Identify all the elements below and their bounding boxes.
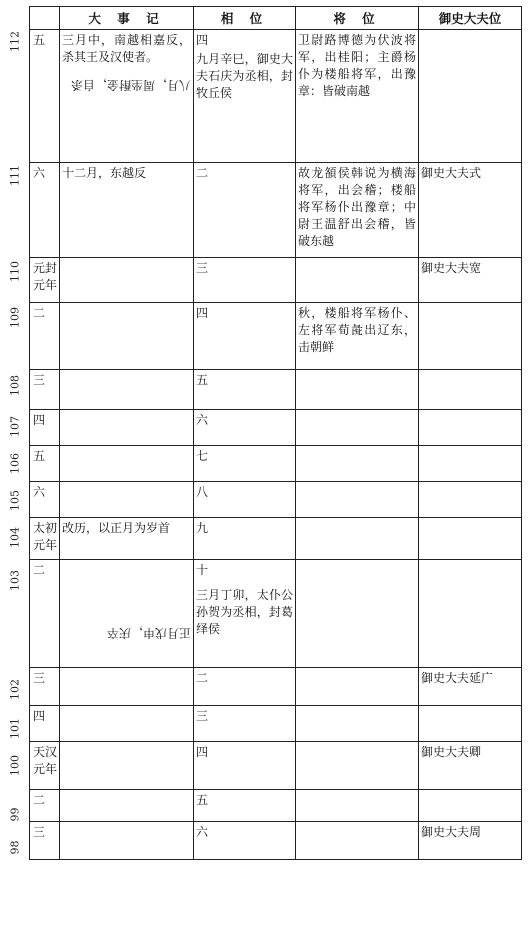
table-row [30,163,522,258]
events-cell [60,518,194,560]
chancellor-cell [194,706,296,742]
chancellor-count: 二 [196,671,209,685]
chancellor-count: 六 [196,825,209,839]
event-text: 十二月，东越反 [62,166,147,180]
table-row [30,822,522,860]
chancellor-cell [194,410,296,446]
censor-cell: 御史大夫延广 [419,668,522,706]
bc-year-label: 104 [8,527,22,548]
table-row [30,370,522,410]
chancellor-count: 八 [196,485,209,499]
chancellor-cell [194,822,296,860]
censor-cell [419,303,522,370]
year-cell: 四 [30,706,60,742]
events-cell [60,560,194,668]
bc-year-margin [0,0,29,928]
generals-cell [296,822,419,860]
year-cell: 四 [30,410,60,446]
bc-year-label: 102 [8,679,22,700]
chancellor-cell [194,560,296,668]
bc-year-label: 98 [8,840,22,855]
events-cell [60,446,194,482]
chancellor-count: 六 [196,413,209,427]
table-row [30,560,522,668]
bc-year-label: 106 [8,453,22,474]
year-cell: 二 [30,560,60,668]
header-generals: 将 位 [296,7,419,30]
table-row [30,706,522,742]
events-cell [60,790,194,822]
censor-cell [419,30,522,163]
chancellor-count: 三 [196,709,209,723]
censor-cell: 御史大夫宽 [419,258,522,303]
generals-cell: 卫尉路博德为伏波将军，出桂阳；主爵杨仆为楼船将军，出豫章：皆破南越 [296,30,419,163]
chancellor-cell [194,742,296,790]
year-cell: 二 [30,303,60,370]
generals-cell: 故龙頟侯韩说为横海将军，出会稽；楼船将军杨仆出豫章；中尉王温舒出会稽，皆破东越 [296,163,419,258]
censor-cell [419,790,522,822]
header-row [30,7,522,30]
header-censor: 御史大夫位 [419,7,522,30]
chancellor-count: 四 [196,745,209,759]
header-events: 大 事 记 [60,7,194,30]
generals-cell [296,742,419,790]
generals-cell: 秋，楼船将军杨仆、左将军荀彘出辽东，击朝鲜 [296,303,419,370]
generals-cell [296,518,419,560]
events-cell [60,410,194,446]
table-row [30,446,522,482]
chancellor-count: 九 [196,521,209,535]
censor-cell [419,518,522,560]
table-row [30,258,522,303]
chancellor-count: 四 [196,306,209,320]
table-row [30,482,522,518]
generals-cell [296,410,419,446]
header-chancellor: 相 位 [194,7,296,30]
events-cell [60,163,194,258]
chancellor-count: 五 [196,793,209,807]
bc-year-label: 101 [8,718,22,739]
table-row [30,790,522,822]
year-cell: 五 [30,446,60,482]
generals-cell [296,258,419,303]
year-cell: 天汉元年 [30,742,60,790]
bc-year-label: 112 [8,31,22,52]
inverted-note: 八月，周坐酎金，自杀 [70,78,191,92]
chancellor-note: 九月辛巳，御史大夫石庆为丞相，封牧丘侯 [196,52,293,100]
chancellor-count: 三 [196,261,209,275]
chancellor-cell [194,482,296,518]
header-year [30,7,60,30]
events-cell [60,822,194,860]
bc-year-label: 108 [8,375,22,396]
generals-cell [296,668,419,706]
year-cell: 元封元年 [30,258,60,303]
bc-year-label: 100 [8,755,22,776]
events-cell [60,303,194,370]
year-cell: 三 [30,822,60,860]
year-cell: 六 [30,163,60,258]
censor-cell: 御史大夫式 [419,163,522,258]
censor-cell [419,446,522,482]
generals-cell [296,446,419,482]
chancellor-count: 七 [196,449,209,463]
chancellor-note: 三月丁卯，太仆公孙贺为丞相，封葛绎侯 [196,588,293,636]
events-cell [60,370,194,410]
table-row [30,518,522,560]
chancellor-cell [194,163,296,258]
chancellor-cell [194,303,296,370]
events-cell [60,258,194,303]
chancellor-count: 二 [196,166,209,180]
chancellor-cell [194,790,296,822]
chancellor-cell [194,446,296,482]
censor-cell [419,560,522,668]
generals-cell [296,790,419,822]
chancellor-cell [194,30,296,163]
inverted-note: 正月戊申，庆卒 [106,626,191,640]
events-cell [60,706,194,742]
bc-year-label: 109 [8,307,22,328]
chancellor-cell [194,518,296,560]
events-cell [60,30,194,163]
bc-year-label: 105 [8,490,22,511]
table-row [30,742,522,790]
year-cell: 五 [30,30,60,163]
chancellor-cell [194,370,296,410]
bc-year-label: 107 [8,416,22,437]
year-cell: 太初元年 [30,518,60,560]
generals-cell [296,706,419,742]
event-text: 改历，以正月为岁首 [62,521,171,535]
censor-cell [419,706,522,742]
year-cell: 二 [30,790,60,822]
bc-year-label: 111 [8,165,22,186]
chancellor-cell [194,668,296,706]
chancellor-count: 十 [196,563,209,577]
bc-year-label: 110 [8,261,22,282]
censor-cell [419,370,522,410]
table-row [30,303,522,370]
year-cell: 六 [30,482,60,518]
generals-cell [296,560,419,668]
chancellor-cell [194,258,296,303]
year-cell: 三 [30,370,60,410]
generals-cell [296,482,419,518]
bc-year-label: 103 [8,570,22,591]
censor-cell: 御史大夫卿 [419,742,522,790]
generals-cell [296,370,419,410]
event-text: 三月中，南越相嘉反，杀其王及汉使者。 [62,33,191,64]
chancellor-count: 五 [196,373,209,387]
events-cell [60,742,194,790]
table-row [30,668,522,706]
bc-year-label: 99 [8,807,22,822]
events-cell [60,668,194,706]
table-row [30,30,522,163]
censor-cell: 御史大夫周 [419,822,522,860]
table-row [30,410,522,446]
censor-cell [419,410,522,446]
year-cell: 三 [30,668,60,706]
events-cell [60,482,194,518]
chancellor-count: 四 [196,33,209,47]
chronology-table [29,6,522,860]
censor-cell [419,482,522,518]
